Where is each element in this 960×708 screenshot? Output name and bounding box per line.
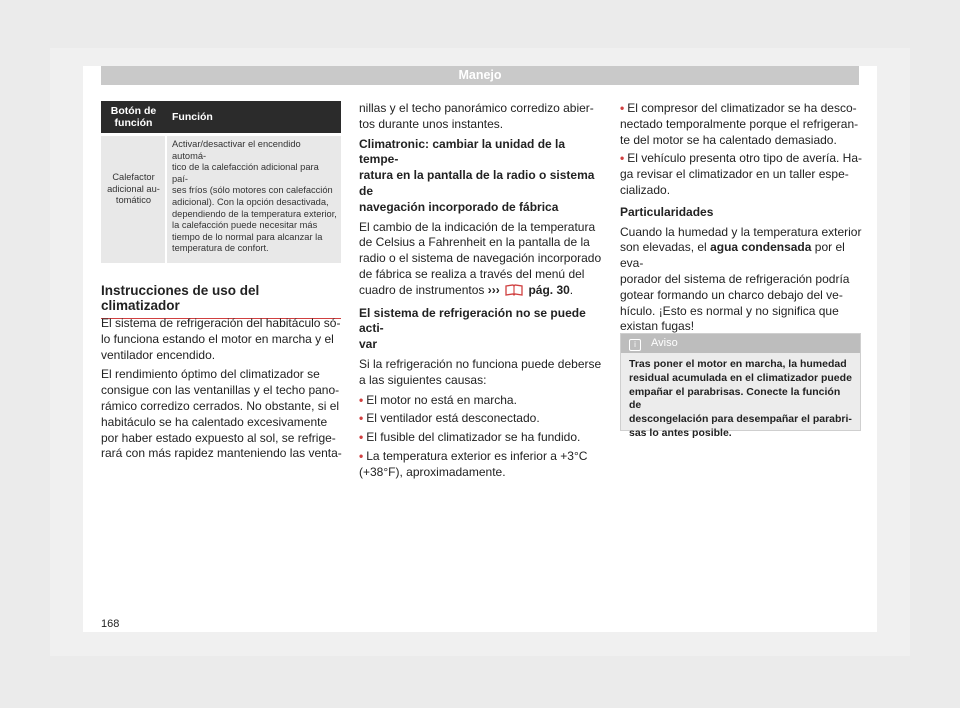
list-item: • El vehículo presenta otro tipo de avería. Ha- ga revisar el climatizador en un taller espe- cializado. — [620, 151, 862, 197]
notice-body: Tras poner el motor en marcha, la humedad residual acumulada en el climatizador puede empañar el parabrisas. Conecte la función de descongelación para desempañar el parabri- sas lo antes posible. — [629, 358, 852, 439]
notice-title: Aviso — [651, 337, 678, 349]
list-item: • La temperatura exterior es inferior a +3°C (+38°F), aproximadamente. — [359, 448, 588, 479]
cell-line: ses fríos (sólo motores con calefacción — [172, 185, 333, 196]
header-line: función — [114, 117, 153, 129]
bullet-icon: • — [359, 448, 364, 463]
bullet-icon: • — [620, 151, 625, 166]
section-heading: Instrucciones de uso del climatizador — [101, 283, 341, 319]
cell-line: dependiendo de la temperatura exterior, — [172, 208, 337, 219]
subheading: El sistema de refrigeración no se puede acti- var — [359, 305, 586, 352]
cell-line: Activar/desactivar el encendido automá- — [172, 139, 301, 161]
cell-line: adicional au- — [107, 183, 160, 194]
header-line: Botón de — [110, 105, 157, 117]
subheading: Climatronic: cambiar la unidad de la tempe- ratura en la pantalla de la radio o sistema de navegación incorporado de fábrica — [359, 136, 595, 214]
column-3 — [620, 101, 865, 339]
bullet-icon: • — [359, 392, 364, 407]
cell-line: Calefactor — [112, 172, 155, 182]
column-header-button — [101, 101, 166, 133]
subheading: Particularidades — [620, 204, 714, 219]
paragraph: Si la refrigeración no funciona puede deberse a las siguientes causas: — [359, 356, 602, 387]
table-row — [101, 136, 341, 263]
bullet-icon: • — [359, 430, 364, 445]
cell-line: adicional). Con la opción desactivada, — [172, 196, 329, 207]
row-name — [101, 136, 166, 263]
bullet-icon: • — [359, 411, 364, 426]
bullet-icon: • — [620, 101, 625, 115]
column-1 — [101, 316, 346, 466]
paragraph: El sistema de refrigeración del habitáculo só- lo funciona estando el motor en marcha y el ventilador encendido. — [101, 316, 341, 362]
page-number: 168 — [101, 618, 120, 630]
page-reference-link[interactable]: pág. 30 — [528, 282, 570, 297]
cell-line: temperatura de confort. — [172, 243, 269, 254]
running-header: Manejo — [101, 66, 859, 85]
paragraph: El rendimiento óptimo del climatizador se consigue con las ventanillas y el techo pano- rámico corredizo cerrados. No obstante, si el habitáculo se ha calentado excesivamente por haber estado expuesto al sol, se refrige- rará con más rapidez manteniendo las venta- — [101, 367, 342, 461]
list-item: • El compresor del climatizador se ha desco- nectado temporalmente porque el refrigeran- te del motor se ha calentado demasiado. — [620, 101, 859, 147]
cell-line: tiempo de lo normal para alcanzar la — [172, 231, 323, 242]
book-icon — [505, 283, 523, 302]
notice-box — [620, 333, 861, 439]
cell-line: tico de la calefacción adicional para paí- — [172, 162, 319, 184]
paragraph: Cuando la humedad y la temperatura exterior son elevadas, el agua condensada por el eva- porador del sistema de refrigeración podría gotear formando un charco debajo del ve- hículo. ¡Esto es normal y no significa que existan fugas! — [620, 224, 862, 334]
emphasis: agua condensada — [710, 240, 812, 255]
cell-line: tomático — [115, 195, 152, 206]
column-2 — [359, 101, 607, 484]
function-table — [101, 101, 341, 263]
cross-reference-arrows: ››› — [487, 282, 500, 297]
info-icon: i — [629, 339, 641, 351]
list-item: • El ventilador está desconectado. — [359, 411, 540, 426]
notice-title-bar — [621, 334, 860, 353]
row-description — [166, 136, 341, 263]
list-item: • El motor no está en marcha. — [359, 392, 517, 407]
column-header-function: Función — [166, 101, 341, 133]
paragraph: nillas y el techo panorámico corredizo abier- tos durante unos instantes. — [359, 101, 594, 131]
paragraph: El cambio de la indicación de la temperatura de Celsius a Fahrenheit en la pantalla de la radio o el sistema de navegación incorporado de fábrica se realiza a través del menú del cuadro de instrumentos ››› pág. 30. — [359, 220, 607, 302]
list-item: • El fusible del climatizador se ha fundido. — [359, 430, 581, 445]
cell-line: la calefacción puede necesitar más — [172, 220, 318, 231]
